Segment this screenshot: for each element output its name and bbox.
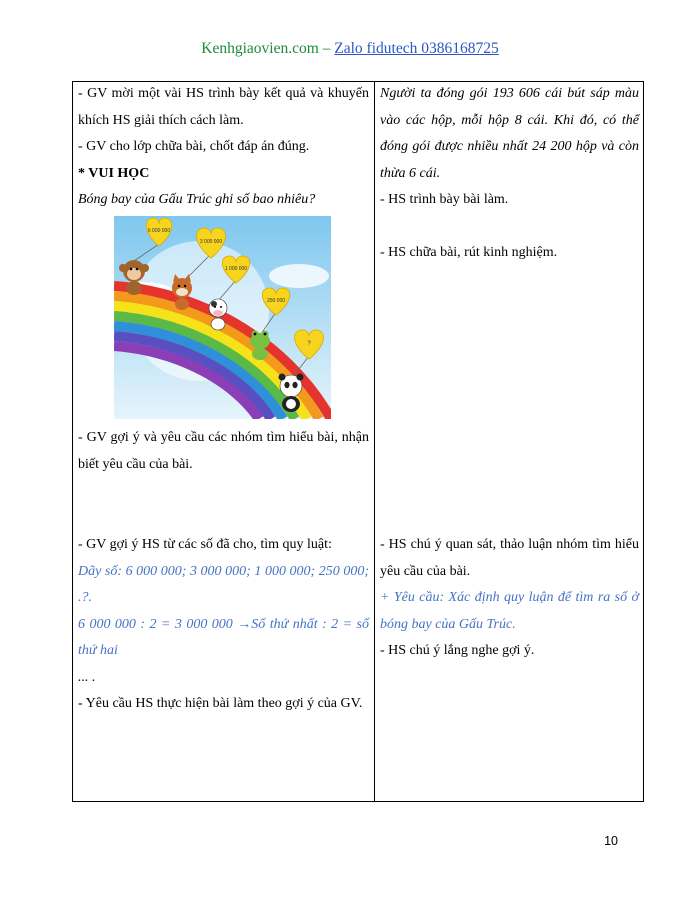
left-text-present: - GV mời một vài HS trình bày kết quả và khuyến khích HS giải thích cách làm. <box>78 86 369 128</box>
page-number: 10 <box>604 834 618 848</box>
right-text-fix: - HS chữa bài, rút kinh nghiệm. <box>380 245 558 260</box>
site-link[interactable]: Kenhgiaovien.com <box>201 40 319 57</box>
header-separator: – <box>322 40 331 57</box>
left-text-group-hint: - GV gợi ý và yêu cầu các nhóm tìm hiểu bài, nhận biết yêu cầu của bài. <box>78 430 369 472</box>
balloon-illustration <box>114 216 331 419</box>
right-text-present: - HS trình bày bài làm. <box>380 192 509 207</box>
balloon-label-4: 250 000 <box>266 298 286 304</box>
left-top-block <box>78 81 369 214</box>
right-top-block <box>380 81 639 214</box>
column-divider <box>374 81 375 802</box>
frog-icon <box>250 331 270 361</box>
sequence-text: Dãy số: 6 000 000; 3 000 000; 1 000 000; 250 000; .?. <box>78 563 369 605</box>
balloon-label-1: 6 000 000 <box>147 228 171 234</box>
left-text-hint: - GV gợi ý HS từ các số đã cho, tìm quy luật: <box>78 537 332 552</box>
balloon-label-2: 3 000 000 <box>199 239 223 245</box>
left-text-request: - Yêu cầu HS thực hiện bài làm theo gợi ý của GV. <box>78 696 363 711</box>
left-mid-block <box>78 425 369 478</box>
game-heading: * VUI HỌC <box>78 165 150 181</box>
left-text-fix: - GV cho lớp chữa bài, chốt đáp án đúng. <box>78 139 310 154</box>
rule-text: 6 000 000 : 2 = 3 000 000 →Số thứ nhất : 2 = số thứ hai <box>78 616 369 658</box>
left-bottom-block <box>78 532 369 718</box>
page-header <box>0 40 700 58</box>
balloon-label-5: ? <box>307 341 311 347</box>
game-question: Bóng bay của Gấu Trúc ghi số bao nhiêu? <box>78 192 316 207</box>
zalo-link[interactable]: Zalo fidutech 0386168725 <box>334 40 499 57</box>
right-text-listen: - HS chú ý lắng nghe gợi ý. <box>380 643 535 658</box>
answer-text: Người ta đóng gói 193 606 cái bút sáp màu vào các hộp, mỗi hộp 8 cái. Khi đó, có thể đóng gói được nhiều nhất 24 200 hộp và còn thừa 6 cái. <box>380 86 639 181</box>
right-bottom-block <box>380 532 639 665</box>
right-fix-block <box>380 240 639 267</box>
ellipsis-text: ... . <box>78 669 96 685</box>
requirement-text: + Yêu cầu: Xác định quy luận để tìm ra số ở bóng bay của Gấu Trúc. <box>380 590 639 632</box>
right-text-observe: - HS chú ý quan sát, thảo luận nhóm tìm hiểu yêu cầu của bài. <box>380 537 639 579</box>
balloon-label-3: 1 000 000 <box>224 266 248 272</box>
cow-icon <box>209 299 227 330</box>
